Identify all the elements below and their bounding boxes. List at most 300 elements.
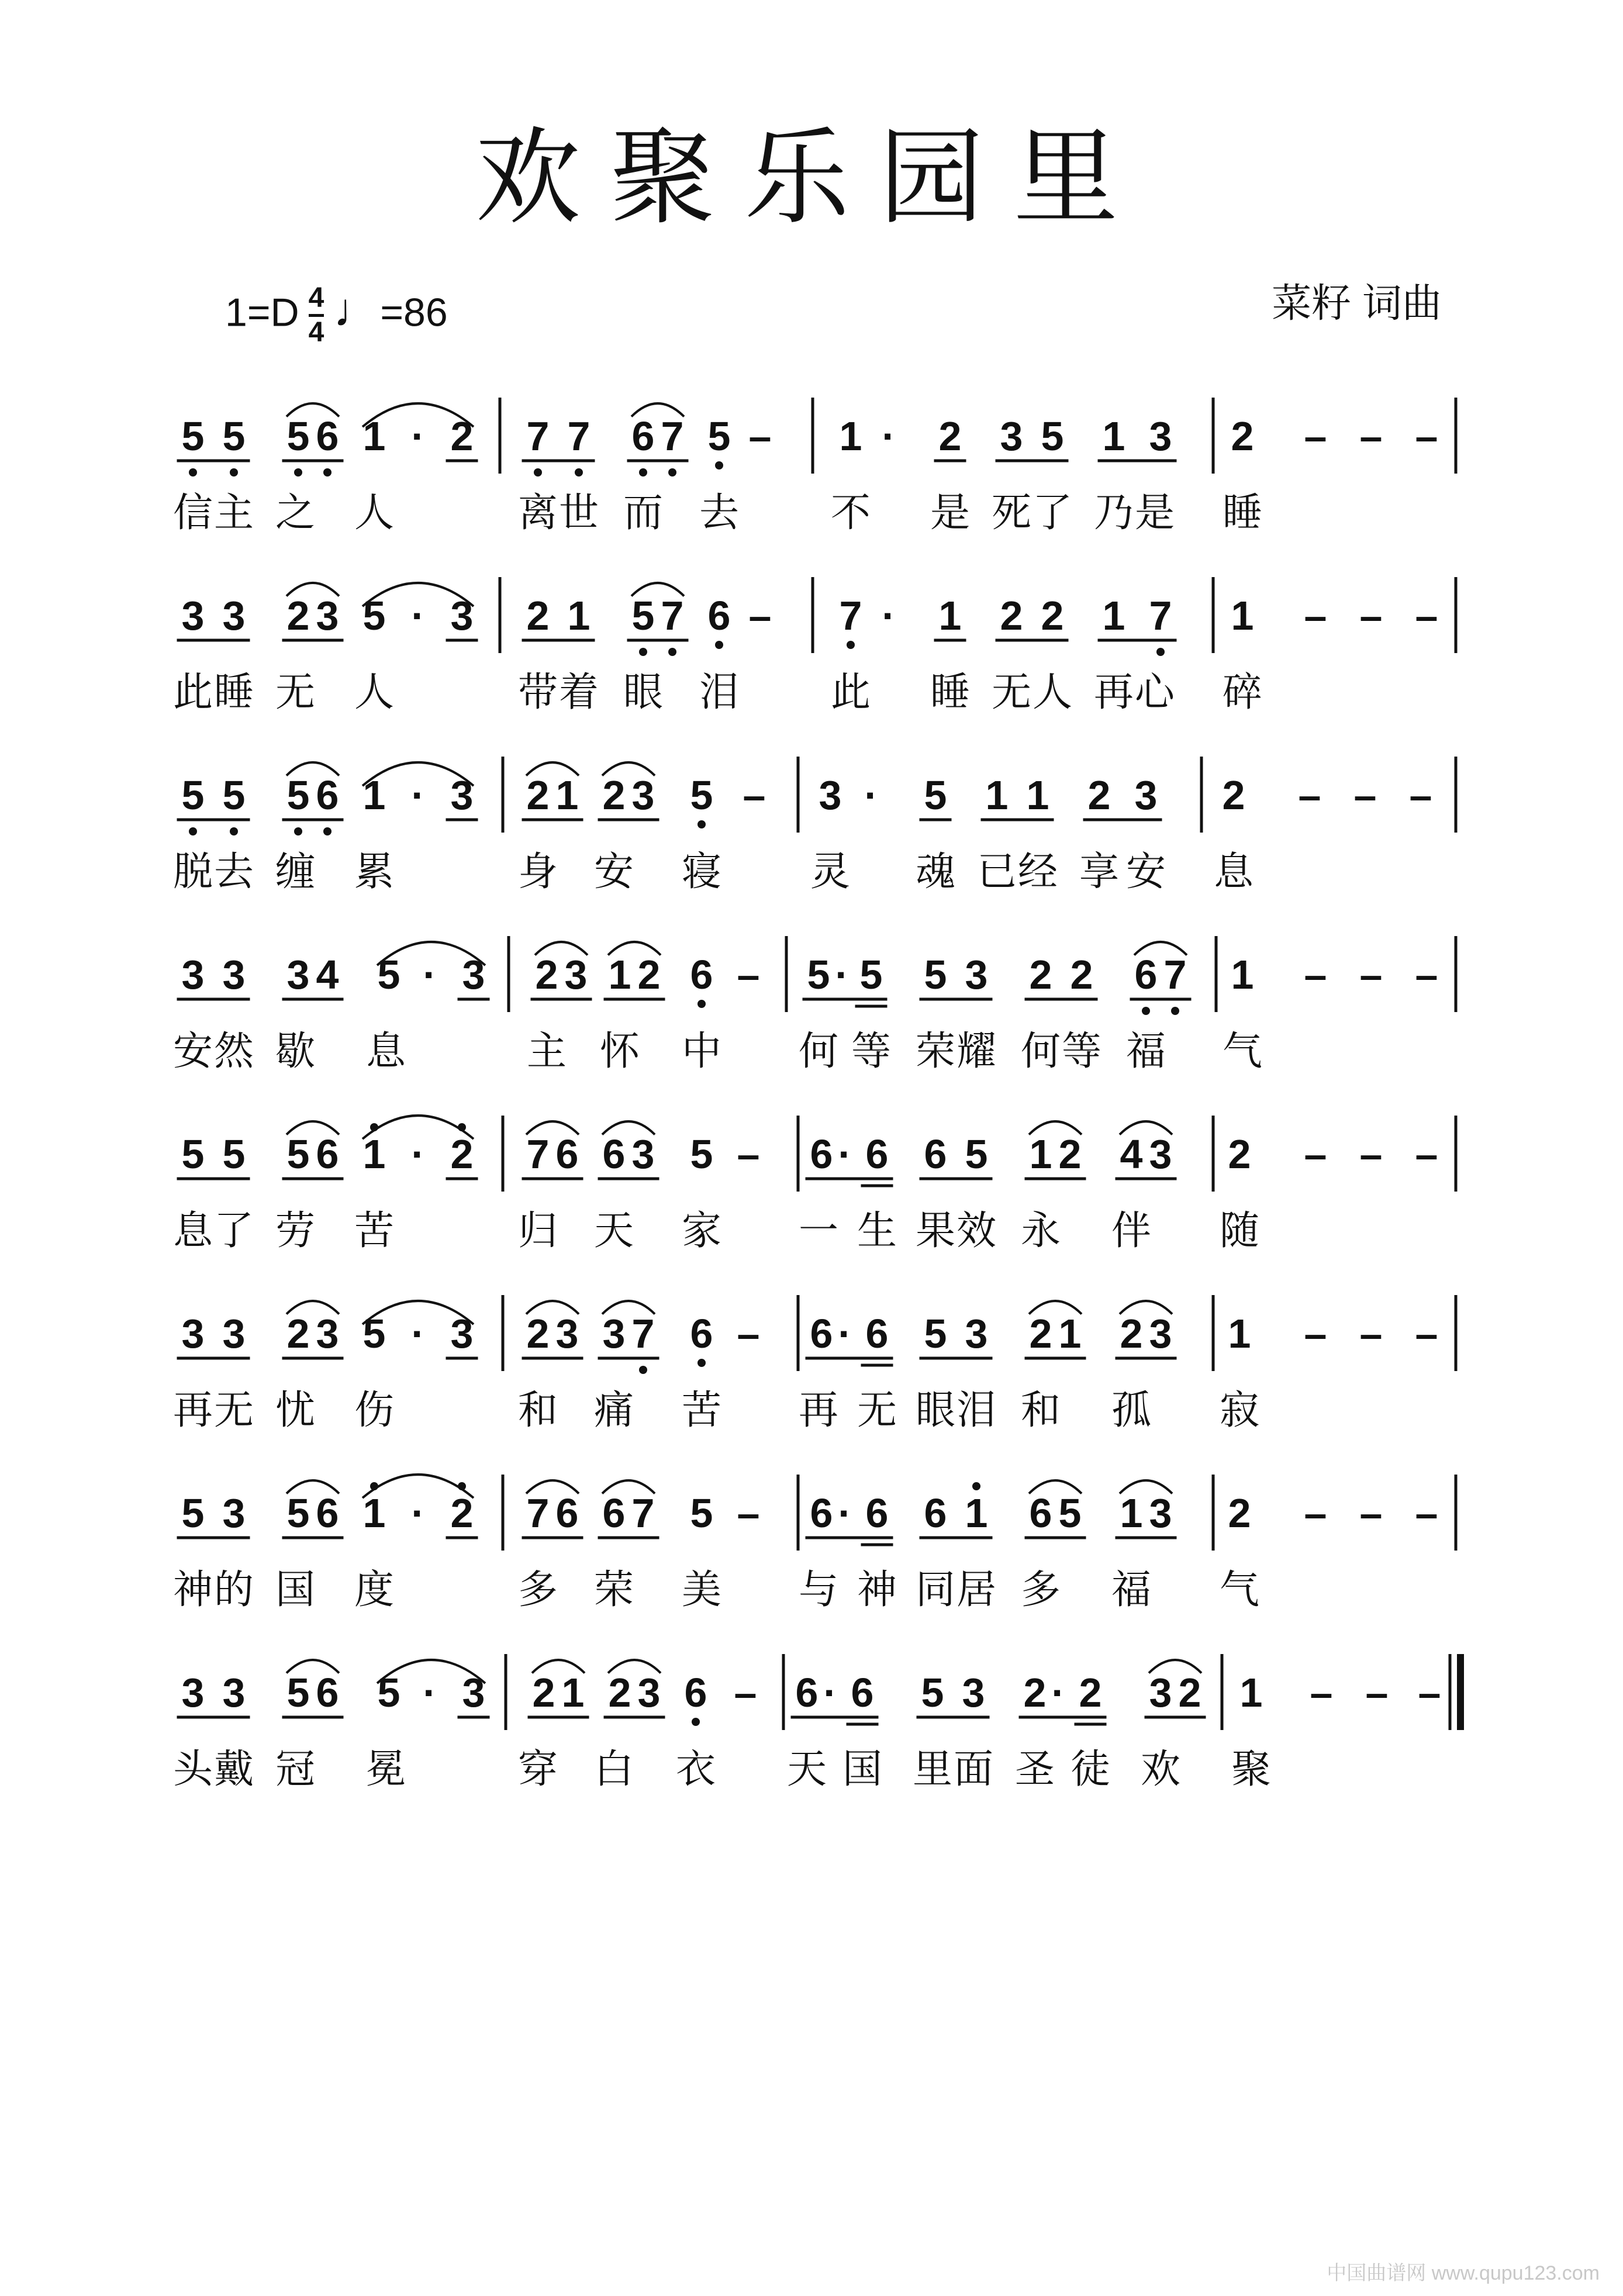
lyric-char: 里 [912,1746,953,1793]
note-5: 5 [181,772,205,818]
lyric-char: 圣 [1014,1746,1055,1793]
lyric-char: 安 [593,849,634,895]
measure-6-3 [806,1301,1177,1365]
dash-note: – [1415,593,1438,638]
lyric-char: 了 [1032,490,1073,536]
note-2: 2 [1120,1311,1143,1356]
lower-octave-dot [847,641,855,649]
lower-octave-dot [697,820,706,828]
lyric-char: 已 [976,849,1017,895]
lower-octave-dot [189,827,197,835]
lyric-char: 碎 [1222,669,1263,716]
note-5: 5 [286,413,310,459]
lyrics-line-6 [173,1387,1259,1434]
dash-note: – [1304,593,1327,638]
measure-6-4 [1228,1311,1438,1356]
dash-note: – [734,1670,757,1715]
note-2: 2 [637,952,661,997]
lyric-char: 是 [1134,490,1175,536]
note-3: 3 [1134,772,1158,818]
lower-octave-dot [1142,1007,1150,1015]
lyric-char: 国 [275,1567,316,1613]
lyric-char: 了 [213,1208,254,1254]
lyric-char: 衣 [675,1746,716,1793]
lyric-char: 徒 [1070,1746,1111,1793]
note-6: 6 [684,1670,707,1715]
measure-3-1 [177,762,478,835]
measure-3-2 [522,762,766,828]
lyric-char: 等 [1061,1028,1102,1075]
note-5: 5 [222,1131,246,1177]
lyric-char: 心 [1134,669,1175,716]
lyric-char: 欢 [1140,1746,1181,1793]
dash-note: – [1409,772,1432,818]
note-3: 3 [222,1670,246,1715]
lyric-char: 带 [517,669,558,716]
note-7: 7 [631,1490,655,1536]
dash-note: – [1304,1490,1327,1536]
note-2: 2 [1041,593,1064,638]
note-2: 2 [450,1490,474,1536]
note-6: 6 [810,1131,833,1177]
note-2: 2 [286,1311,310,1356]
lyric-char: 天 [593,1208,634,1254]
measure-6-1 [177,1301,478,1358]
note-6: 6 [316,413,339,459]
dash-note: – [1359,1311,1383,1356]
lower-octave-dot [323,468,331,477]
lyric-char: 效 [956,1208,997,1254]
lyric-char: 此 [830,669,871,716]
dash-note: – [737,1490,760,1536]
dash-note: – [748,593,772,638]
lyric-char: 同 [915,1567,956,1613]
lower-octave-dot [697,1359,706,1367]
note-3: 3 [462,952,485,997]
dash-note: – [737,952,760,997]
note-6: 6 [707,593,731,638]
note-1: 1 [1231,593,1254,638]
note-3: 3 [819,772,842,818]
dash-note: – [1304,1131,1327,1177]
note-1: 1 [1231,952,1254,997]
lyric-char: 痛 [593,1387,634,1434]
note-2: 2 [286,593,310,638]
note-1: 1 [938,593,962,638]
dash-note: – [1415,413,1438,459]
system-3 [173,757,1456,895]
lyric-char: 无 [991,669,1032,716]
note-2: 2 [1178,1670,1201,1715]
lyric-char: 之 [275,490,316,536]
note-6: 6 [795,1670,819,1715]
dot-note: · [423,1670,437,1715]
note-3: 3 [222,952,246,997]
lyric-char: 天 [786,1746,827,1793]
lyric-char: 荣 [593,1567,634,1613]
note-6: 6 [865,1311,889,1356]
lyric-char: 然 [213,1028,254,1075]
note-5: 5 [286,1490,310,1536]
lyric-char: 冕 [365,1746,406,1793]
lyric-char: 福 [1125,1028,1166,1075]
note-1: 1 [362,413,386,459]
measure-1-3 [840,413,1177,461]
note-6: 6 [316,1490,339,1536]
lyric-char: 寂 [1219,1387,1260,1434]
dot-note: · [411,1131,425,1177]
note-1: 1 [362,1131,386,1177]
lyric-char: 白 [593,1746,634,1793]
lyric-char: 福 [1111,1567,1152,1613]
measure-1-1 [177,403,478,477]
dot-note: · [838,1131,852,1177]
lyric-char: 安 [1125,849,1166,895]
lyric-char: 等 [851,1028,892,1075]
note-5: 5 [631,593,655,638]
lyric-char: 信 [172,490,213,536]
lyric-char: 怀 [599,1028,640,1075]
lower-octave-dot [697,1000,706,1008]
note-5: 5 [181,1131,205,1177]
system-5 [173,1116,1456,1254]
measure-8-2 [528,1660,757,1726]
note-2: 2 [1222,772,1245,818]
lyric-char: 耀 [956,1028,997,1075]
lyrics-line-7 [173,1567,1259,1613]
note-1: 1 [362,772,386,818]
note-5: 5 [690,772,713,818]
note-6: 6 [316,1131,339,1177]
dash-note: – [1304,413,1327,459]
lyric-char: 歇 [275,1028,316,1075]
lyric-char: 死 [991,490,1032,536]
note-5: 5 [924,1311,947,1356]
measure-2-2 [522,583,772,656]
note-2: 2 [1023,1670,1047,1715]
lyric-char: 伤 [354,1387,395,1434]
dot-note: · [823,1670,837,1715]
lyric-char: 何 [798,1028,839,1075]
note-2: 2 [1000,593,1023,638]
note-3: 3 [450,772,474,818]
note-1: 1 [608,952,631,997]
note-1: 1 [1228,1311,1251,1356]
note-6: 6 [924,1131,947,1177]
note-6: 6 [316,1670,339,1715]
note-3: 3 [181,593,205,638]
lyric-char: 多 [1020,1567,1061,1613]
lyric-char: 眼 [623,669,664,716]
note-1: 1 [561,1670,585,1715]
measure-5-2 [522,1121,760,1179]
note-6: 6 [865,1131,889,1177]
lyric-char: 孤 [1111,1387,1152,1434]
measure-2-3 [840,593,1177,656]
lower-octave-dot [715,641,723,649]
lyric-char: 而 [623,490,664,536]
key-prefix: 1=D [225,290,299,335]
lower-octave-dot [575,468,583,477]
note-1: 1 [1102,593,1125,638]
lyric-char: 多 [517,1567,558,1613]
dash-note: – [1310,1670,1333,1715]
lower-octave-dot [1171,1007,1179,1015]
lyric-char: 享 [1079,849,1120,895]
dash-note: – [743,772,766,818]
note-2: 2 [526,1311,550,1356]
measure-1-4 [1231,413,1438,459]
note-2: 2 [526,772,550,818]
note-4: 4 [1120,1131,1143,1177]
lyric-char: 缠 [275,849,316,895]
note-6: 6 [602,1131,626,1177]
measure-7-1 [177,1475,478,1538]
lyric-char: 果 [915,1208,956,1254]
note-5: 5 [921,1670,944,1715]
note-3: 3 [1149,413,1172,459]
lyric-char: 离 [517,490,558,536]
lyric-char: 与 [798,1567,839,1613]
note-6: 6 [602,1490,626,1536]
note-2: 2 [1087,772,1111,818]
lyric-char: 息 [365,1028,406,1075]
note-7: 7 [661,413,684,459]
system-7 [173,1475,1456,1613]
measure-8-1 [177,1660,490,1717]
measure-8-4 [1240,1670,1441,1715]
song-title: 欢聚乐园里 [475,117,1148,239]
lyric-char: 和 [1020,1387,1061,1434]
lyric-char: 睡 [1222,490,1263,536]
note-1: 1 [1120,1490,1143,1536]
lyric-char: 穿 [517,1746,558,1793]
note-3: 3 [631,1131,655,1177]
lyric-char: 忧 [275,1387,316,1434]
dot-note: · [882,593,896,638]
measure-5-3 [806,1121,1177,1186]
note-5: 5 [286,772,310,818]
lyric-char: 是 [930,490,971,536]
upper-octave-dot [972,1482,980,1490]
note-3: 3 [222,1490,246,1536]
note-5: 5 [859,952,883,997]
lyric-char: 无 [857,1387,897,1434]
dot-note: · [1051,1670,1065,1715]
note-2: 2 [608,1670,631,1715]
note-1: 1 [985,772,1009,818]
dash-note: – [1415,1490,1438,1536]
lower-octave-dot [230,468,238,477]
measure-2-1 [177,583,478,640]
lower-octave-dot [639,1366,647,1374]
lyric-char: 劳 [275,1208,316,1254]
note-6: 6 [631,413,655,459]
dash-note: – [1415,1131,1438,1177]
note-2: 2 [1029,1311,1052,1356]
lyric-char: 息 [172,1208,213,1254]
dash-note: – [1359,952,1383,997]
tempo-note-icon: ♩ [333,284,381,336]
dot-note: · [411,1311,425,1356]
note-5: 5 [924,772,947,818]
dot-note: · [835,952,849,997]
note-3: 3 [286,952,310,997]
note-4: 4 [316,952,339,997]
note-3: 3 [181,1670,205,1715]
note-5: 5 [690,1131,713,1177]
dash-note: – [1353,772,1377,818]
note-6: 6 [851,1670,874,1715]
note-3: 3 [602,1311,626,1356]
note-2: 2 [1228,1490,1251,1536]
lyric-char: 人 [354,490,395,536]
note-1: 1 [1029,1131,1052,1177]
lyric-char: 的 [213,1567,254,1613]
note-3: 3 [962,1670,985,1715]
lower-octave-dot [1156,648,1165,656]
dash-note: – [737,1131,760,1177]
measure-4-4 [1231,952,1438,997]
note-3: 3 [316,593,339,638]
lower-octave-dot [230,827,238,835]
note-2: 2 [1079,1670,1102,1715]
lyric-char: 家 [681,1208,722,1254]
lyric-char: 眼 [915,1387,956,1434]
note-1: 1 [1239,1670,1263,1715]
dot-note: · [411,772,425,818]
lyric-char: 苦 [354,1208,395,1254]
lyric-char: 无 [275,669,316,716]
time-bottom: 4 [308,317,324,348]
note-5: 5 [286,1131,310,1177]
lyric-char: 无 [213,1387,254,1434]
watermark-logo: 中国曲谱网 www.qupu123.com [1327,2262,1600,2284]
lower-octave-dot [715,461,723,469]
note-6: 6 [810,1311,833,1356]
measure-4-1 [177,942,490,999]
note-3: 3 [1149,1670,1172,1715]
measure-6-2 [522,1301,760,1374]
dash-note: – [748,413,772,459]
dash-note: – [1304,1311,1327,1356]
lyric-char: 安 [172,1028,213,1075]
lyric-char: 面 [953,1746,994,1793]
note-5: 5 [690,1490,713,1536]
lyric-char: 睡 [930,669,971,716]
lyric-char: 生 [857,1208,897,1254]
lyric-char: 聚 [1231,1746,1272,1793]
note-5: 5 [1058,1490,1082,1536]
note-5: 5 [181,1490,205,1536]
note-7: 7 [661,593,684,638]
lower-octave-dot [668,648,676,656]
note-2: 2 [535,952,558,997]
lyric-char: 去 [213,849,254,895]
note-3: 3 [555,1311,579,1356]
note-1: 1 [555,772,579,818]
time-top: 4 [308,282,324,313]
lyric-char: 居 [956,1567,997,1613]
measure-2-4 [1231,593,1438,638]
dash-note: – [1415,952,1438,997]
note-6: 6 [810,1490,833,1536]
lyric-char: 神 [857,1567,897,1613]
note-3: 3 [181,952,205,997]
note-1: 1 [1026,772,1049,818]
note-7: 7 [631,1311,655,1356]
composer-credit: 菜籽 词曲 [1272,281,1442,326]
note-1: 1 [1102,413,1125,459]
measure-8-3 [791,1660,1206,1724]
note-6: 6 [555,1490,579,1536]
dot-note: · [864,772,878,818]
lyric-char: 泪 [956,1387,997,1434]
note-3: 3 [222,593,246,638]
note-1: 1 [839,413,862,459]
note-2: 2 [532,1670,555,1715]
lyrics-line-2 [173,669,1262,716]
note-7: 7 [526,1490,550,1536]
lyric-char: 灵 [810,849,851,895]
dash-note: – [1359,1490,1383,1536]
lyric-char: 泪 [699,669,740,716]
note-5: 5 [181,413,205,459]
note-5: 5 [377,1670,400,1715]
note-6: 6 [690,1311,713,1356]
note-1: 1 [965,1490,988,1536]
measure-4-2 [531,942,760,1008]
note-5: 5 [222,772,246,818]
note-6: 6 [316,772,339,818]
note-3: 3 [316,1311,339,1356]
note-1: 1 [362,1490,386,1536]
note-3: 3 [462,1670,485,1715]
lyric-char: 去 [699,490,740,536]
dash-note: – [1359,593,1383,638]
lyric-char: 永 [1020,1208,1061,1254]
lyric-char: 经 [1017,849,1058,895]
note-5: 5 [377,952,400,997]
note-2: 2 [1231,413,1254,459]
measure-5-1 [177,1116,478,1179]
lower-octave-dot [534,468,542,477]
measure-4-3 [803,942,1192,1015]
lower-octave-dot [639,468,647,477]
note-3: 3 [631,772,655,818]
dot-note: · [411,593,425,638]
note-1: 1 [1058,1311,1082,1356]
note-7: 7 [1163,952,1187,997]
note-3: 3 [965,952,988,997]
note-5: 5 [222,413,246,459]
lyric-char: 和 [517,1387,558,1434]
dot-note: · [838,1490,852,1536]
note-6: 6 [555,1131,579,1177]
lyric-char: 戴 [213,1746,254,1793]
lyric-char: 伴 [1111,1208,1152,1254]
lyric-char: 美 [681,1567,722,1613]
lyric-char: 再 [798,1387,839,1434]
note-5: 5 [965,1131,988,1177]
lyric-char: 身 [517,849,558,895]
note-6: 6 [924,1490,947,1536]
dash-note: – [1365,1670,1389,1715]
lyric-char: 冠 [275,1746,316,1793]
measure-3-4 [1223,772,1432,818]
lyric-char: 寝 [681,849,722,895]
lyric-char: 气 [1219,1567,1260,1613]
